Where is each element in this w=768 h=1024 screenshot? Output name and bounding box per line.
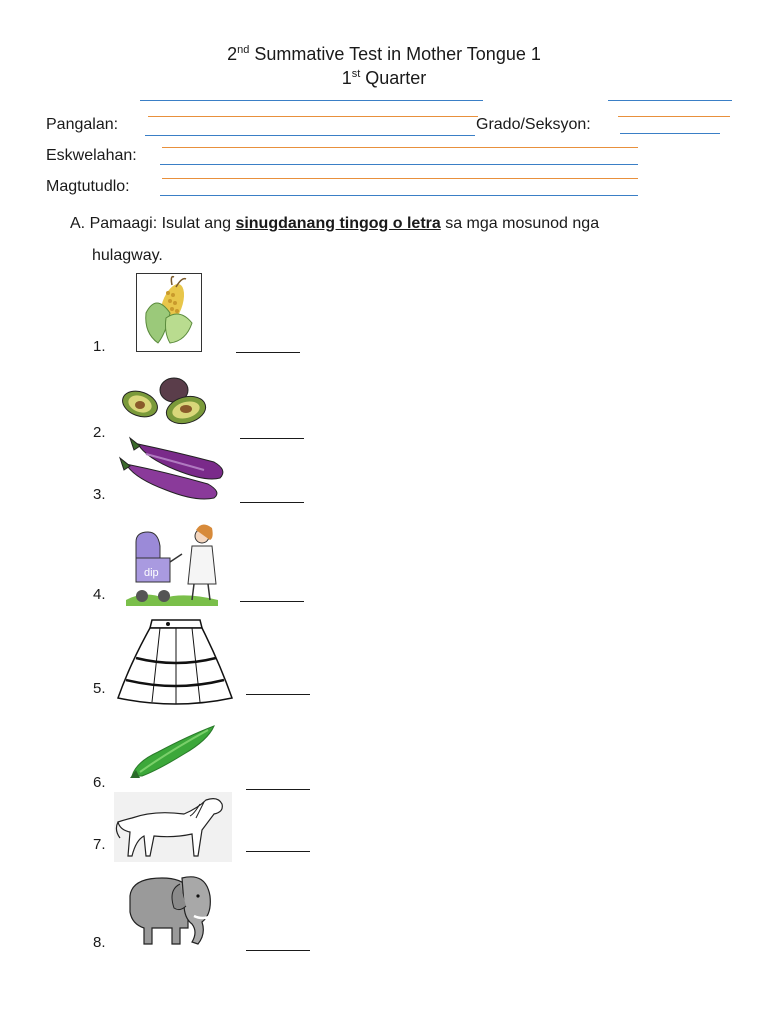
item-number-4: 4.	[93, 586, 106, 603]
girl-with-stroller-picture	[124, 518, 220, 606]
instruction-emphasis: sinugdanang tingog o letra	[235, 215, 441, 232]
item-number-3: 3.	[93, 486, 106, 503]
item-number-2: 2.	[93, 424, 106, 441]
answer-line-8[interactable]	[246, 950, 310, 951]
okra-picture	[128, 722, 218, 782]
skirt-picture	[116, 614, 234, 706]
eggplant-picture	[116, 432, 230, 502]
horse-picture	[114, 792, 232, 862]
name-label: Pangalan:	[46, 116, 119, 133]
corn-picture	[136, 273, 202, 352]
header-line	[608, 100, 732, 101]
grade-section-label: Grado/Seksyon:	[476, 116, 591, 133]
name-field[interactable]	[145, 135, 475, 136]
answer-line-5[interactable]	[246, 694, 310, 695]
grade-section-field[interactable]	[620, 133, 720, 134]
header-line	[148, 116, 478, 117]
answer-line-2[interactable]	[240, 438, 304, 439]
item-number-6: 6.	[93, 774, 106, 791]
avocado-picture	[118, 372, 210, 428]
school-label: Eskwelahan:	[46, 147, 137, 164]
answer-line-4[interactable]	[240, 601, 304, 602]
instructions: A. Pamaagi: Isulat ang sinugdanang tingog o letra sa mga mosunod nga hulagway.	[70, 215, 600, 264]
item-number-5: 5.	[93, 680, 106, 697]
answer-line-7[interactable]	[246, 851, 310, 852]
teacher-line	[162, 178, 638, 179]
item-number-8: 8.	[93, 934, 106, 951]
elephant-picture	[122, 868, 218, 948]
school-field[interactable]	[160, 164, 638, 165]
school-line	[162, 147, 638, 148]
item-number-1: 1.	[93, 338, 106, 355]
svg-text:dip: dip	[144, 567, 159, 579]
header-line	[618, 116, 730, 117]
answer-line-1[interactable]	[236, 352, 300, 353]
teacher-field[interactable]	[160, 195, 638, 196]
answer-line-3[interactable]	[240, 502, 304, 503]
quarter-subtitle: 1st Quarter	[341, 68, 427, 88]
answer-line-6[interactable]	[246, 789, 310, 790]
teacher-label: Magtutudlo:	[46, 178, 130, 195]
header-line	[140, 100, 483, 101]
item-number-7: 7.	[93, 836, 106, 853]
test-title: 2nd Summative Test in Mother Tongue 1	[227, 44, 541, 64]
